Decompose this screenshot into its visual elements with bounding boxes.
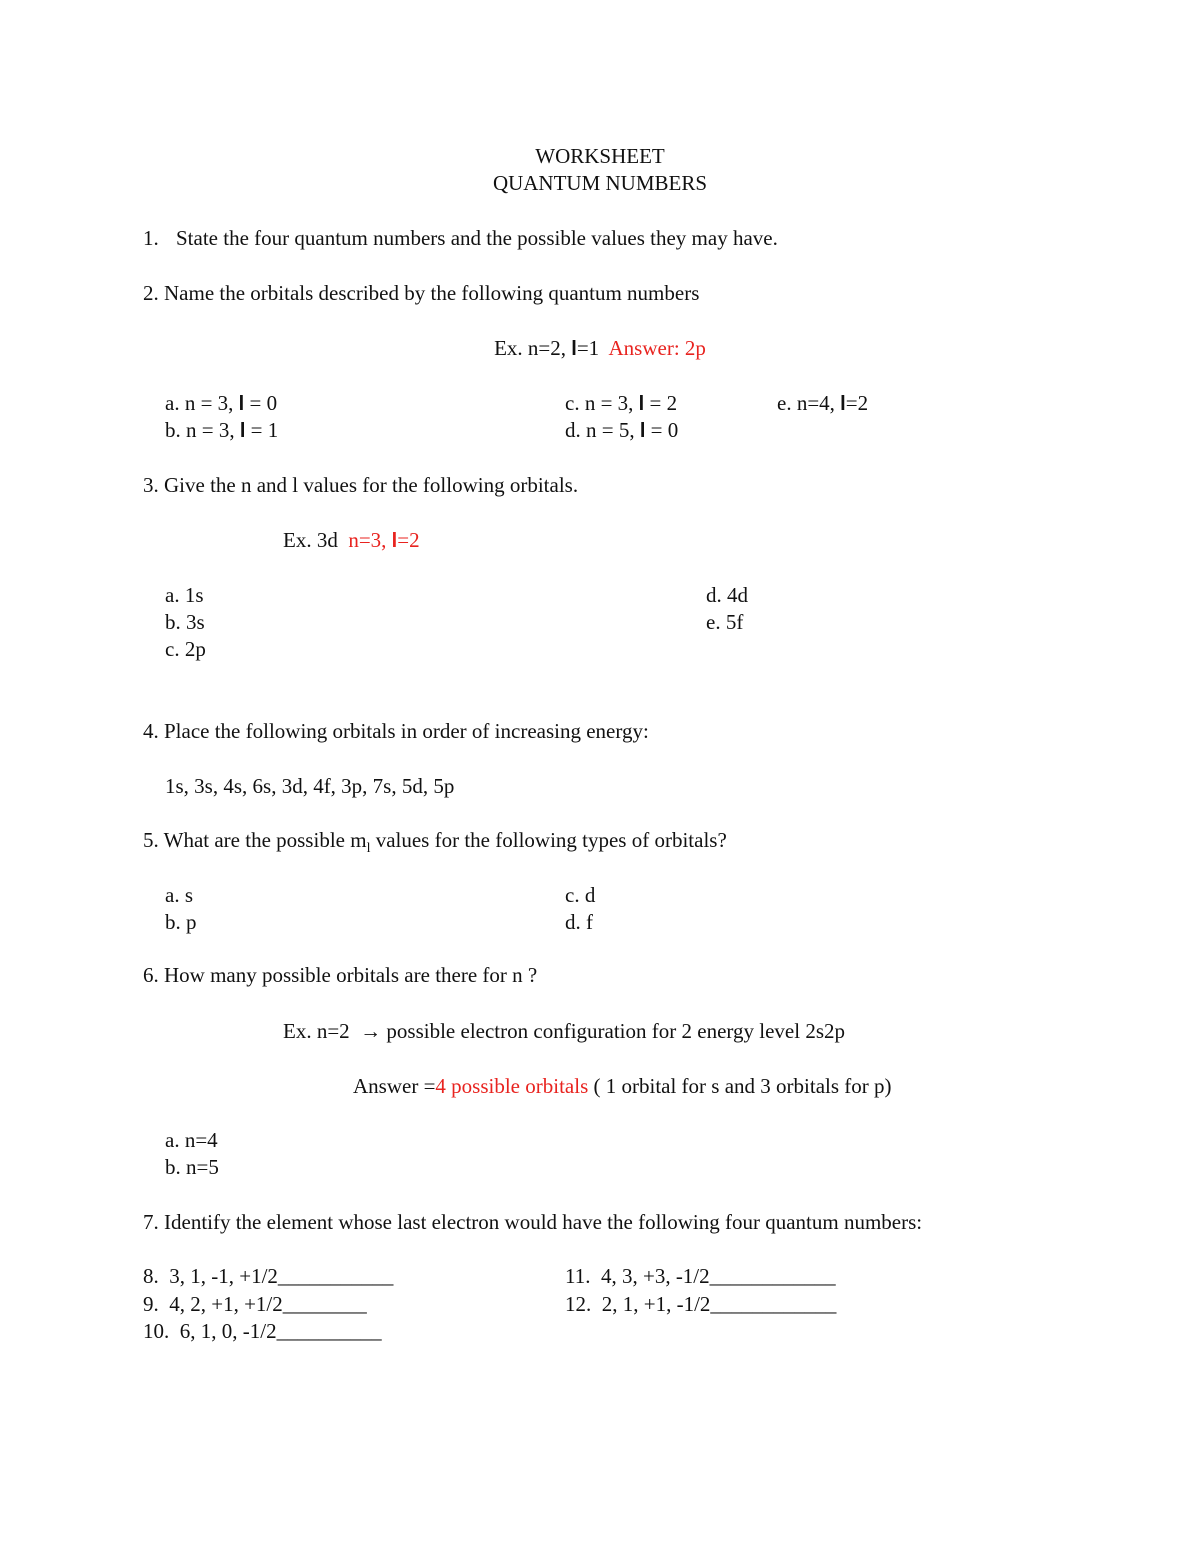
question-10-item: 10. 6, 1, 0, -1/2__________ — [143, 1319, 382, 1343]
question-2-item-b: b. n = 3, l = 1 — [165, 418, 279, 442]
question-6-answer: Answer =4 possible orbitals ( 1 orbital for s and 3 orbitals for p) — [353, 1074, 892, 1098]
question-2-item-a: a. n = 3, l = 0 — [165, 391, 278, 415]
question-2-item-c: c. n = 3, l = 2 — [565, 391, 678, 415]
question-11-item: 11. 4, 3, +3, -1/2____________ — [565, 1264, 836, 1288]
question-8-item: 8. 3, 1, -1, +1/2___________ — [143, 1264, 394, 1288]
question-1-number: 1. — [143, 226, 159, 250]
question-5-text: 5. What are the possible $m_l$ values for the following types of orbitals? — [143, 828, 727, 857]
question-2-item-d: d. n = 5, l = 0 — [565, 418, 679, 442]
question-3-item-c: c. 2p — [165, 637, 206, 661]
question-3-example-answer: n=3, l=2 — [348, 528, 420, 552]
question-3-item-b: b. 3s — [165, 610, 205, 634]
question-5-item-d: d. f — [565, 910, 593, 934]
question-4-text: 4. Place the following orbitals in order of increasing energy: — [143, 719, 649, 743]
question-2-example: Ex. n=2, l=1 Answer: 2p — [494, 336, 706, 360]
question-7-text: 7. Identify the element whose last electron would have the following four quantum numbers: — [143, 1210, 923, 1234]
question-5-item-c: c. d — [565, 883, 596, 907]
question-1-text: State the four quantum numbers and the possible values they may have. — [176, 226, 778, 250]
question-5-item-a: a. s — [165, 883, 193, 907]
worksheet-subtitle: QUANTUM NUMBERS — [492, 171, 708, 195]
question-2-item-e: e. n=4, l=2 — [777, 391, 869, 415]
question-3-text: 3. Give the n and l values for the following orbitals. — [143, 473, 579, 497]
question-3-item-d: d. 4d — [706, 583, 748, 607]
question-5-item-b: b. p — [165, 910, 197, 934]
question-3-item-a: a. 1s — [165, 583, 204, 607]
question-6-item-a: a. n=4 — [165, 1128, 218, 1152]
question-6-text: 6. How many possible orbitals are there for n ? — [143, 963, 538, 987]
question-6-answer-highlight: 4 possible orbitals — [435, 1074, 589, 1098]
question-6-example: Ex. n=2 → possible electron configuration for 2 energy level 2s2p — [283, 1019, 845, 1043]
question-9-item: 9. 4, 2, +1, +1/2________ — [143, 1292, 367, 1316]
question-2-text: 2. Name the orbitals described by the following quantum numbers — [143, 281, 700, 305]
question-3-item-e: e. 5f — [706, 610, 744, 634]
question-4-orbital-list: 1s, 3s, 4s, 6s, 3d, 4f, 3p, 7s, 5d, 5p — [165, 774, 455, 798]
worksheet-title: WORKSHEET — [535, 144, 665, 168]
question-12-item: 12. 2, 1, +1, -1/2____________ — [565, 1292, 837, 1316]
question-2-example-answer: Answer: 2p — [608, 336, 706, 360]
right-arrow-icon: → — [360, 1019, 382, 1043]
question-3-example: Ex. 3d n=3, l=2 — [283, 528, 420, 552]
question-6-item-b: b. n=5 — [165, 1155, 219, 1179]
